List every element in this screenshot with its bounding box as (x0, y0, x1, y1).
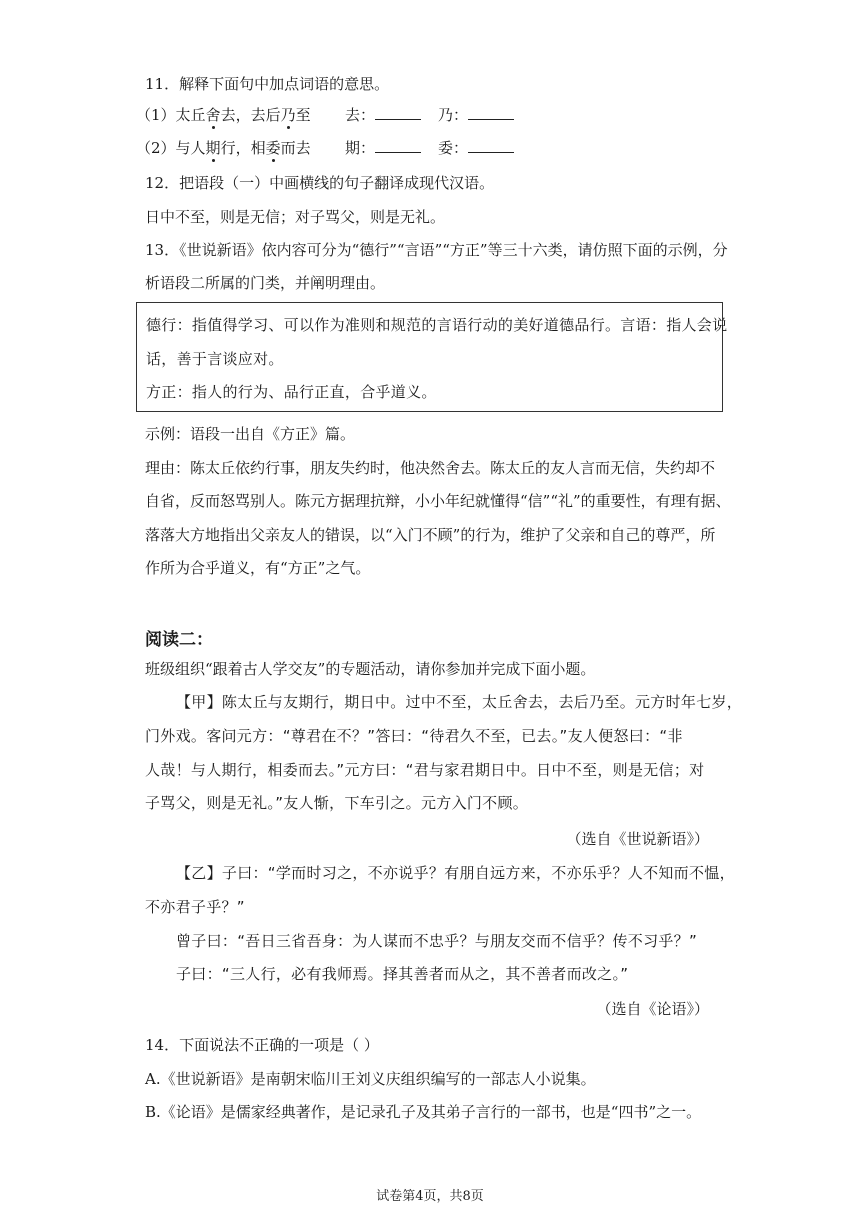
q12-sentence: 日中不至，则是无信；对子骂父，则是无礼。 (145, 208, 446, 226)
q14-option-a[interactable]: A.《世说新语》是南朝宋临川王刘义庆组织编写的一部志人小说集。 (145, 1070, 596, 1088)
q11-item1-blank-a: 去： (345, 105, 421, 125)
q11-item2-blank-a: 期： (345, 138, 421, 158)
passage-yi-line3: 曾子曰：“吾日三省吾身：为人谋而不忠乎？与朋友交而不信乎？传不习乎？” (176, 932, 698, 950)
q14-title: 14．下面说法不正确的一项是（ ） (145, 1036, 379, 1054)
passage-yi-source: （选自《论语》） (596, 1000, 709, 1018)
dotted-char: 期 (205, 139, 221, 157)
box-line3: 方正：指人的行为、品行正直，合乎道义。 (146, 383, 437, 401)
dotted-char: 委 (265, 139, 281, 157)
q11-item2-blank-b: 委： (438, 138, 514, 158)
dotted-char: 乃 (280, 106, 296, 124)
page-footer: 试卷第4页，共8页 (376, 1189, 484, 1204)
reading2-intro: 班级组织“跟着古人学交友”的专题活动，请你参加并完成下面小题。 (145, 660, 596, 678)
passage-jia-line4: 子骂父，则是无礼。”友人惭，下车引之。元方入门不顾。 (145, 794, 529, 812)
answer-blank[interactable] (375, 138, 421, 153)
q13-reason4: 作所为合乎道义，有“方正”之气。 (145, 559, 371, 577)
q13-line2: 析语段二所属的门类，并阐明理由。 (145, 274, 386, 292)
q13-example: 示例：语段一出自《方正》篇。 (145, 425, 356, 443)
box-line2: 话，善于言谈应对。 (146, 350, 284, 368)
passage-jia-line1: 【甲】陈太丘与友期行，期日中。过中不至，太丘舍去，去后乃至。元方时年七岁， (176, 693, 743, 711)
answer-blank[interactable] (468, 138, 514, 153)
passage-jia-source: （选自《世说新语》） (566, 830, 709, 848)
q13-reason3: 落落大方地指出父亲友人的错误，以“入门不顾”的行为，维护了父亲和自己的尊严，所 (145, 526, 716, 544)
box-line1: 德行：指值得学习、可以作为准则和规范的言语行动的美好道德品行。言语：指人会说 (146, 316, 728, 334)
passage-yi-line4: 子曰：“三人行，必有我师焉。择其善者而从之，其不善者而改之。” (176, 965, 629, 983)
dotted-char: 舍 (205, 106, 221, 124)
q11-item1-blank-b: 乃： (438, 105, 514, 125)
section-heading: 阅读二： (145, 630, 213, 650)
passage-yi-line1: 【乙】子曰：“学而时习之，不亦说乎？有朋自远方来，不亦乐乎？人不知而不愠， (176, 864, 735, 882)
q11-item1: （1）太丘舍去，去后乃至 (136, 106, 311, 124)
q13-reason2: 自省，反而怒骂别人。陈元方据理抗辩，小小年纪就懂得“信”“礼”的重要性，有理有据、 (145, 492, 731, 510)
passage-jia-line2: 门外戏。客问元方：“尊君在不？”答曰：“待君久不至，已去。”友人便怒曰：“非 (145, 727, 683, 745)
q14-option-b[interactable]: B.《论语》是儒家经典著作，是记录孔子及其弟子言行的一部书，也是“四书”之一。 (145, 1103, 702, 1121)
passage-jia-line3: 人哉！与人期行，相委而去。”元方曰：“君与家君期日中。日中不至，则是无信；对 (145, 761, 705, 779)
q13-line1: 13．《世说新语》依内容可分为“德行”“言语”“方正”等三十六类，请仿照下面的示例，分 (145, 241, 728, 259)
q11-item2: （2）与人期行，相委而去 (136, 139, 311, 157)
answer-blank[interactable] (468, 105, 514, 120)
q13-reason1: 理由：陈太丘依约行事，朋友失约时，他决然舍去。陈太丘的友人言而无信，失约却不 (145, 459, 716, 477)
answer-blank[interactable] (375, 105, 421, 120)
q11-title: 11．解释下面句中加点词语的意思。 (145, 75, 390, 93)
q12-title: 12．把语段（一）中画横线的句子翻译成现代汉语。 (145, 174, 495, 192)
passage-yi-line2: 不亦君子乎？” (145, 898, 245, 916)
